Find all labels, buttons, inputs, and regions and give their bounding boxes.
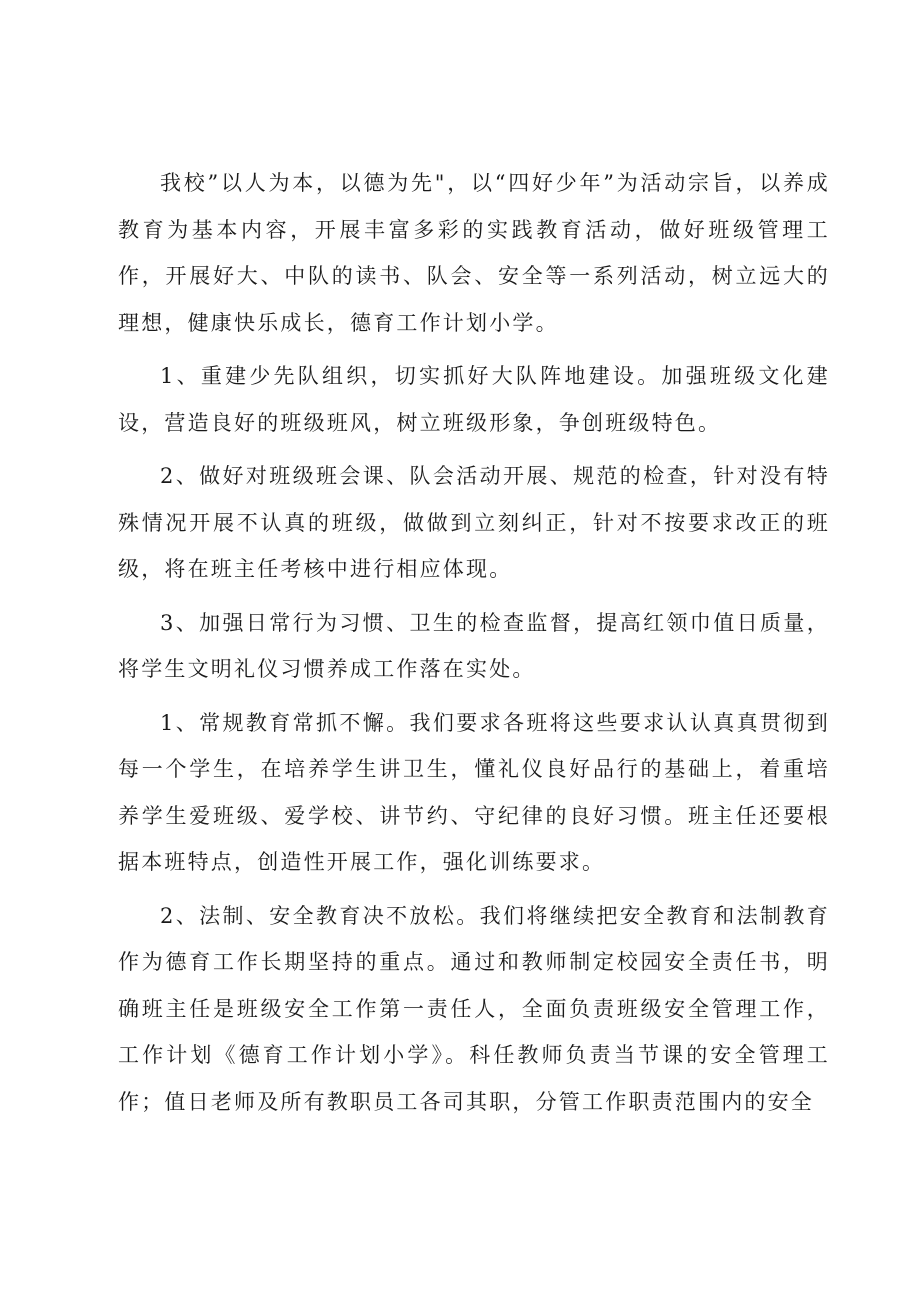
paragraph-item-2: 2、做好对班级班会课、队会活动开展、规范的检查，针对没有特殊情况开展不认真的班级，做做到立刻纠正，针对不按要求改正的班级，将在班主任考核中进行相应体现。 [118,464,830,581]
paragraph-routine-education: 1、常规教育常抓不懈。我们要求各班将这些要求认认真真贯彻到每一个学生，在培养学生讲卫生，懂礼仪良好品行的基础上，着重培养学生爱班级、爱学校、讲节约、守纪律的良好习惯。班主任还要根据本班特点，创造性开展工作，强化训练要求。 [118,710,830,874]
paragraph-safety-education: 2、法制、安全教育决不放松。我们将继续把安全教育和法制教育作为德育工作长期坚持的重点。通过和教师制定校园安全责任书，明确班主任是班级安全工作第一责任人，全面负责班级安全管理工作，工作计划《德育工作计划小学》。科任教师负责当节课的安全管理工作；值日老师及所有教职员工各司其职，分管工作职责范围内的安全 [118,903,830,1114]
paragraph-intro: 我校”以人为本，以德为先"，以“四好少年”为活动宗旨，以养成教育为基本内容，开展丰富多彩的实践教育活动，做好班级管理工作，开展好大、中队的读书、队会、安全等一系列活动，树立远大的理想，健康快乐成长，德育工作计划小学。 [118,171,830,335]
document-body [118,160,830,1129]
paragraph-item-1: 1、重建少先队组织，切实抓好大队阵地建设。加强班级文化建设，营造良好的班级班风，树立班级形象，争创班级特色。 [118,364,830,435]
paragraph-item-3: 3、加强日常行为习惯、卫生的检查监督，提高红领巾值日质量，将学生文明礼仪习惯养成工作落在实处。 [118,610,830,681]
